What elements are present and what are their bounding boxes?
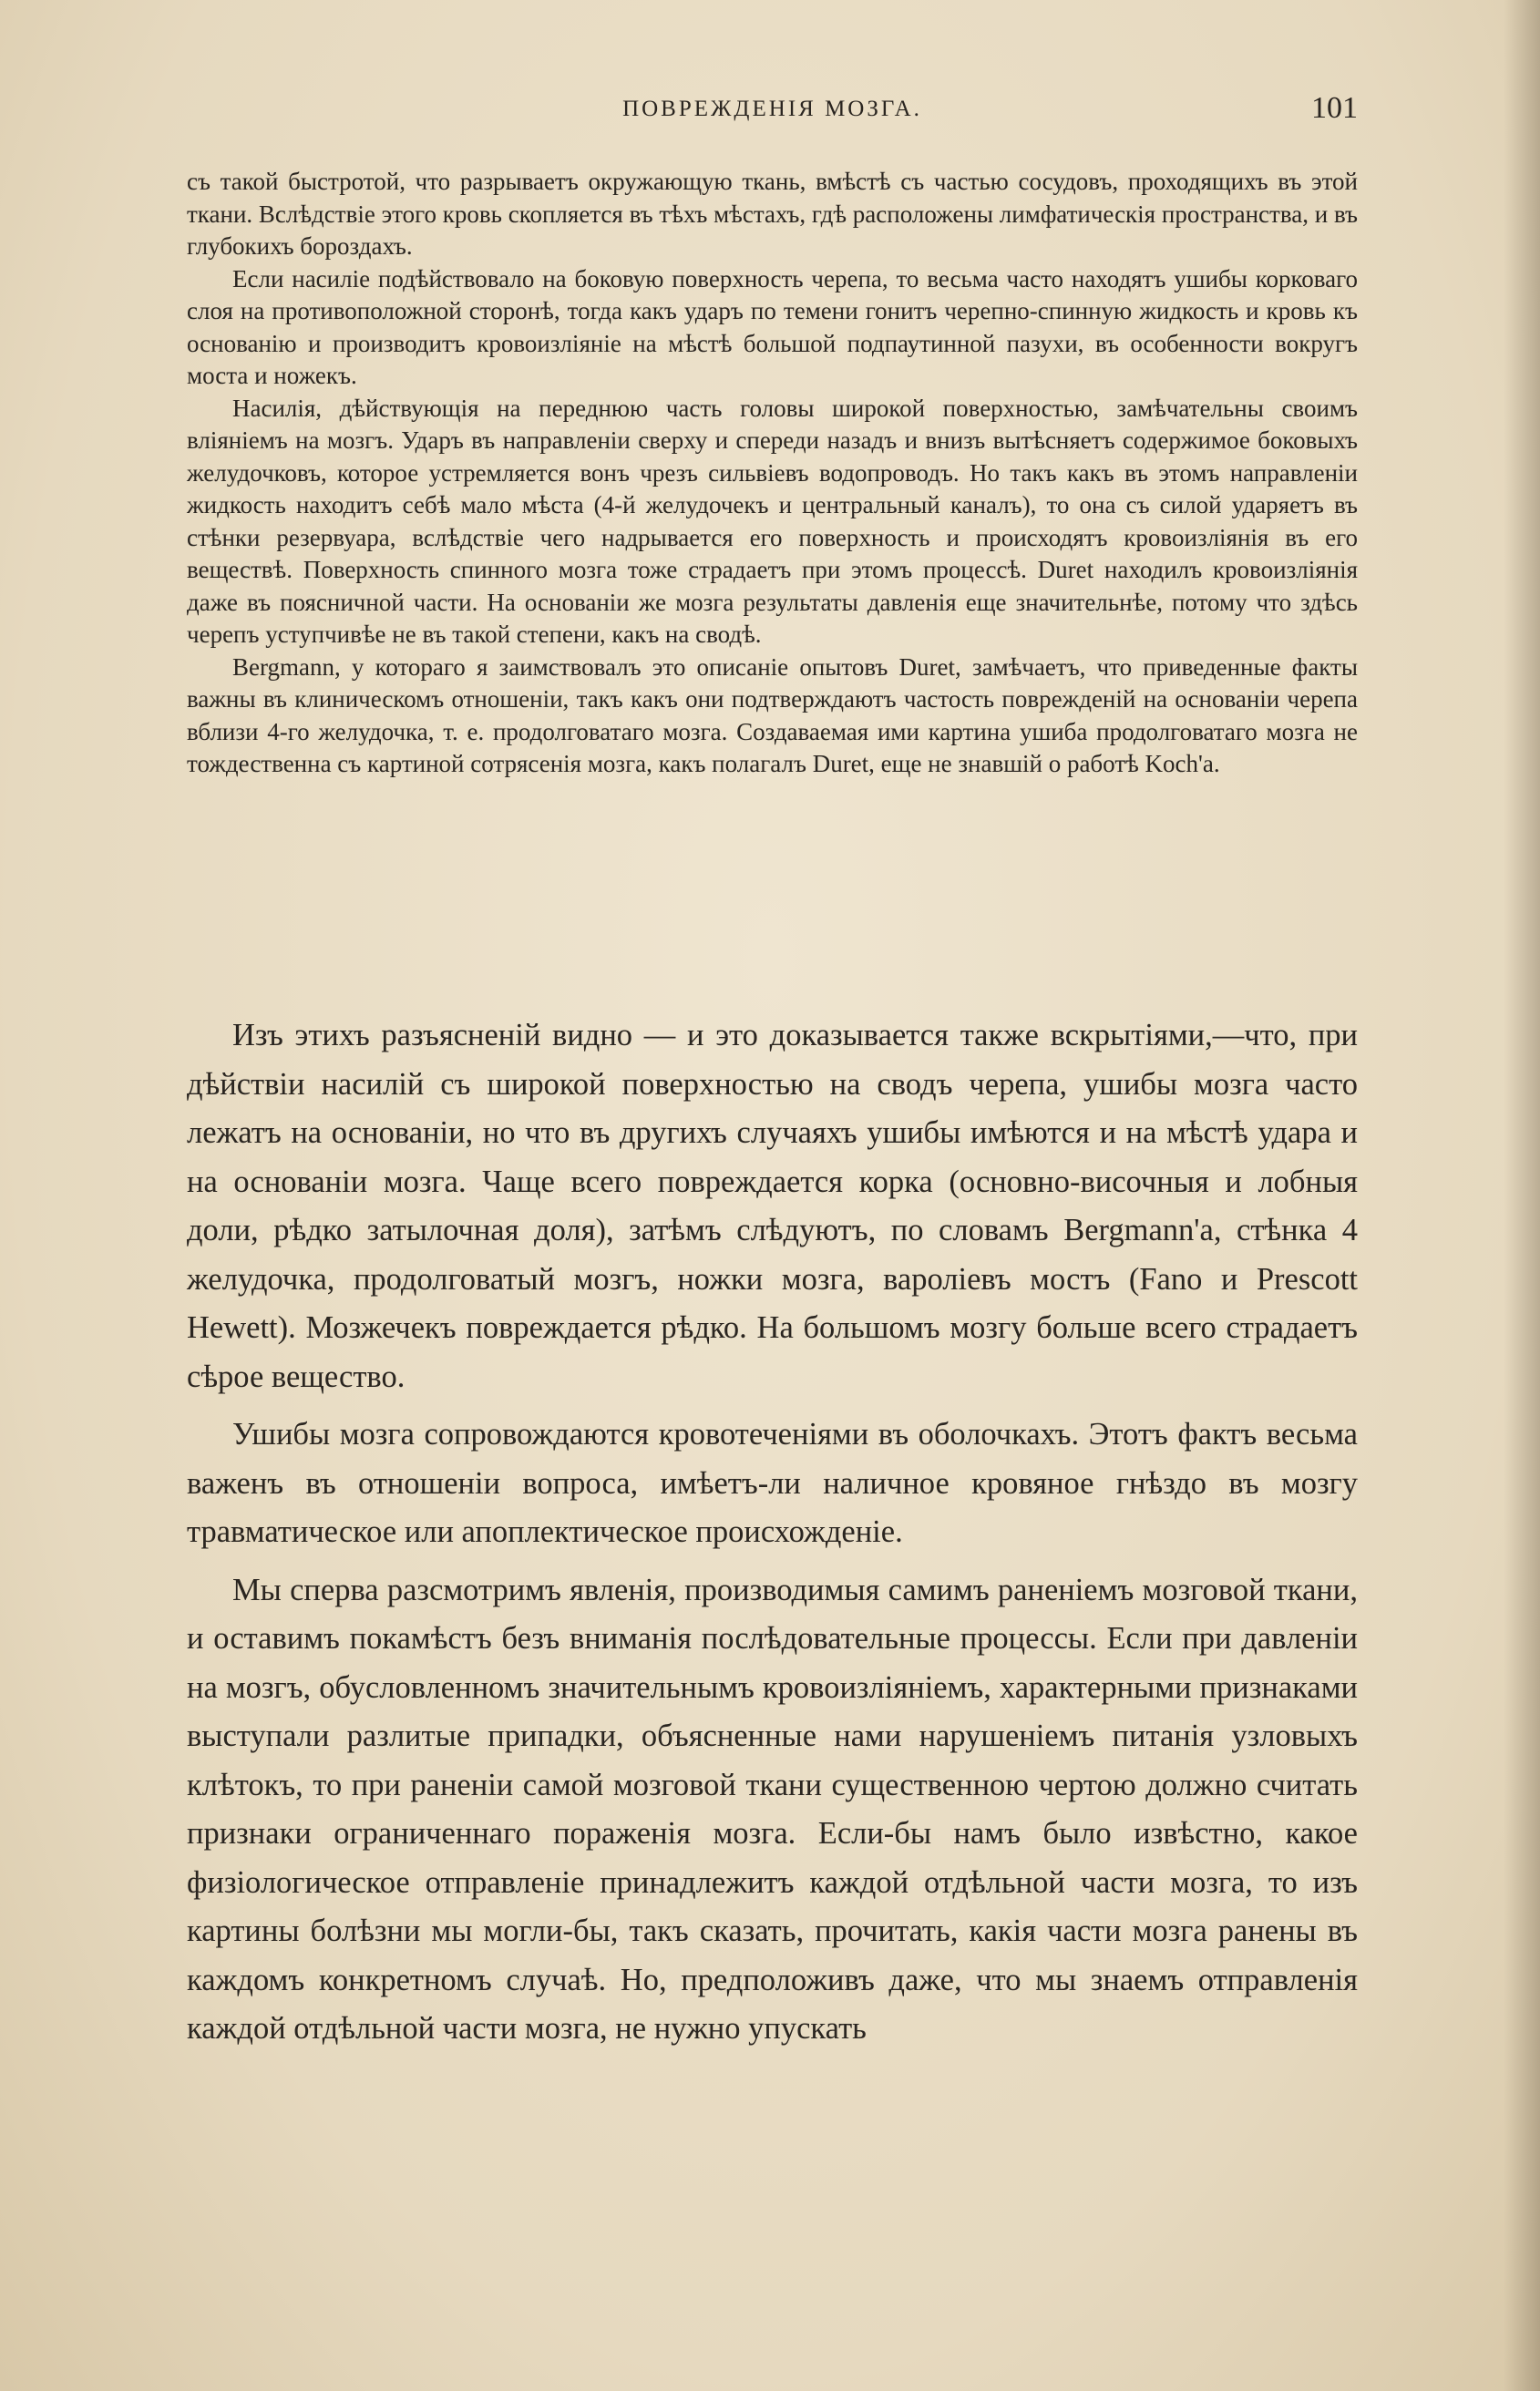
paragraph: Если насиліе подѣйствовало на боковую поверхность черепа, то весьма часто находятъ ушибы корковаго слоя на противоположной сторонѣ, тогда какъ ударъ по темени гонитъ черепно-спинную жидкость и кровь къ основанію и производитъ кровоизліяніе на мѣстѣ большой подпаутинной пазухи, въ особенности вокругъ моста и ножекъ.: [187, 264, 1358, 389]
paragraph: Ушибы мозга сопровождаются кровотеченіями въ оболочкахъ. Этотъ фактъ весьма важенъ въ отношеніи вопроса, имѣетъ-ли наличное кровяное гнѣздо въ мозгу травматическое или апоплектическое происхожденіе.: [187, 1417, 1358, 1549]
page-header: [187, 91, 1358, 137]
paragraph: Мы сперва разсмотримъ явленія, производимыя самимъ раненіемъ мозговой ткани, и оставимъ покамѣстъ безъ вниманія послѣдовательные процессы. Если при давленіи на мозгъ, обусловленномъ значительнымъ кровоизліяніемъ, характерными признаками выступали разлитые припадки, объясненные нами нарушеніемъ питанія узловыхъ клѣтокъ, то при раненіи самой мозговой ткани существенною чертою должно считать признаки ограниченнаго пораженія мозга. Если-бы намъ было извѣстно, какое физіологическое отправленіе принадлежитъ каждой отдѣльной части мозга, то изъ картины болѣзни мы могли-бы, такъ сказать, прочитать, какія части мозга ранены въ каждомъ конкретномъ случаѣ. Но, предположивъ даже, что мы знаемъ отправленія каждой отдѣльной части мозга, не нужно упускать: [187, 1572, 1358, 2046]
paragraph: Насилія, дѣйствующія на переднюю часть головы широкой поверхностью, замѣчательны своимъ вліяніемъ на мозгъ. Ударъ въ направленіи сверху и спереди назадъ и внизъ вытѣсняетъ содержимое боковыхъ желудочковъ, которое устремляется вонъ чрезъ сильвіевъ водопроводъ. Но такъ какъ въ этомъ направленіи жидкость находитъ себѣ мало мѣста (4-й желудочекъ и центральный каналъ), то она съ силой ударяетъ въ стѣнки резервуара, вслѣдствіе чего надрывается его поверхность и происходятъ кровоизліянія въ его веществѣ. Поверхность спинного мозга тоже страдаетъ при этомъ процессѣ. Duret находилъ кровоизліянія даже въ поясничной части. На основаніи же мозга результаты давленія еще значительнѣе, потому что здѣсь черепъ уступчивѣе не въ такой степени, какъ на сводѣ.: [187, 394, 1358, 648]
running-head: ПОВРЕЖДЕНІЯ МОЗГА.: [622, 97, 922, 121]
small-print-section: [187, 166, 1358, 781]
paragraph: съ такой быстротой, что разрываетъ окружающую ткань, вмѣстѣ съ частью сосудовъ, проходящихъ въ этой ткани. Вслѣдствіе этого кровь скопляется въ тѣхъ мѣстахъ, гдѣ расположены лимфатическія пространства, и въ глубокихъ бороздахъ.: [187, 168, 1358, 260]
page-binding-shadow: [1504, 0, 1540, 2391]
paragraph: Изъ этихъ разъясненій видно — и это доказывается также вскрытіями,—что, при дѣйствіи насилій съ широкой поверхностью на сводъ черепа, ушибы мозга часто лежатъ на основаніи, но что въ другихъ случаяхъ ушибы имѣются и на мѣстѣ удара и на основаніи мозга. Чаще всего повреждается корка (основно-височныя и лобныя доли, рѣдко затылочная доля), затѣмъ слѣдуютъ, по словамъ Bergmann'а, стѣнка 4 желудочка, продолговатый мозгъ, ножки мозга, вароліевъ мостъ (Fano и Prescott Hewett). Мозжечекъ повреждается рѣдко. На большомъ мозгу больше всего страдаетъ сѣрое вещество.: [187, 1018, 1358, 1394]
main-text-section: [187, 1011, 1358, 2054]
paragraph: Bergmann, у котораго я заимствовалъ это описаніе опытовъ Duret, замѣчаетъ, что приведенные факты важны въ клиническомъ отношеніи, такъ какъ они подтверждаютъ частость поврежденій на основаніи черепа вблизи 4-го желудочка, т. е. продолговатаго мозга. Создаваемая ими картина ушиба продолговатаго мозга не тождественна съ картиной сотрясенія мозга, какъ полагалъ Duret, еще не знавшій о работѣ Koch'а.: [187, 652, 1358, 777]
page-number: 101: [1311, 91, 1358, 125]
